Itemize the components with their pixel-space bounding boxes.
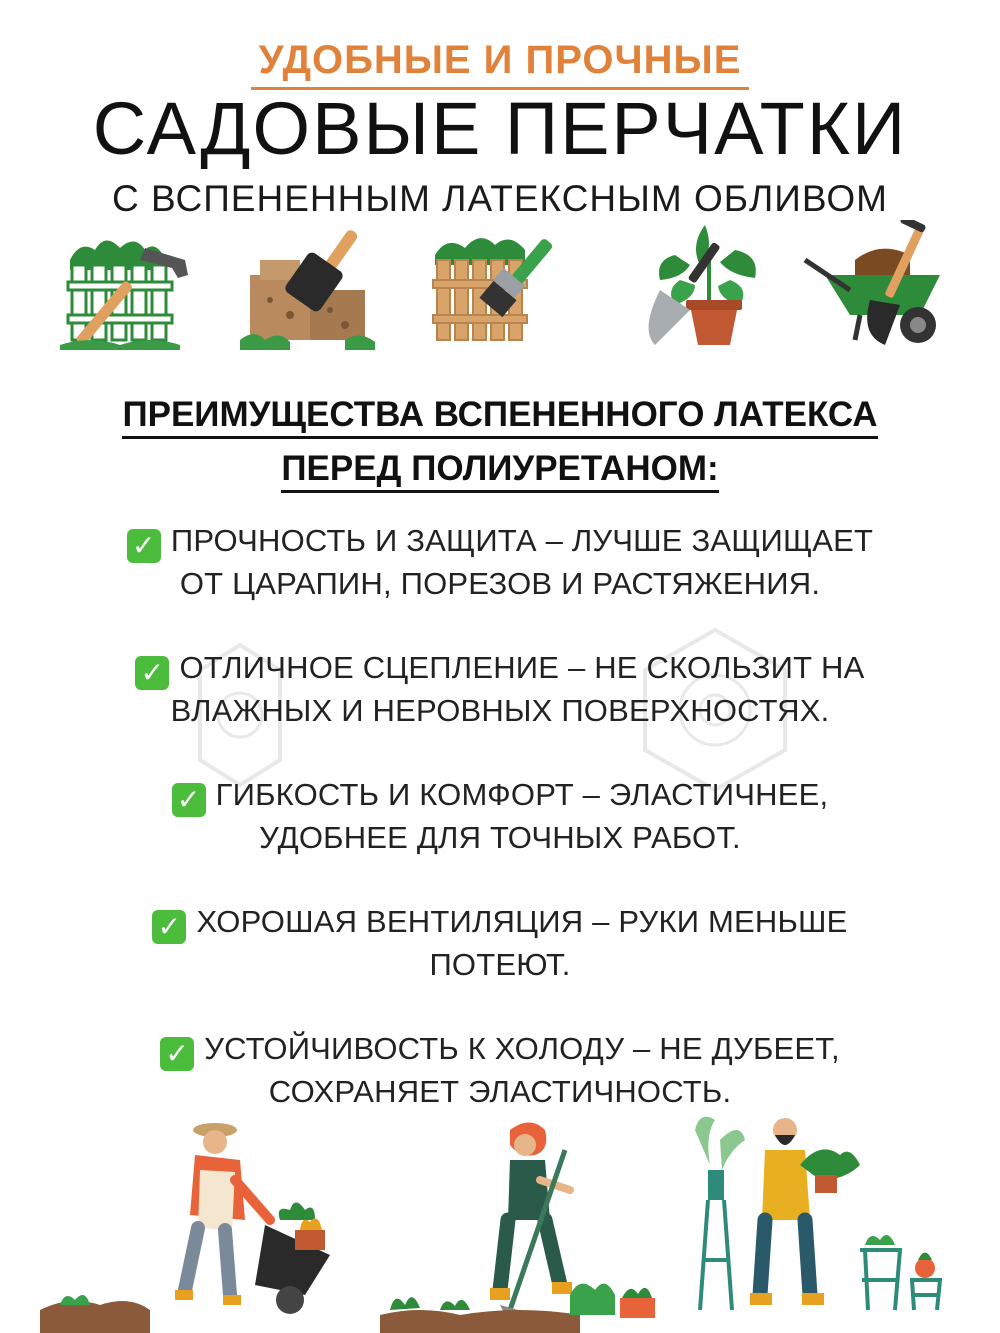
benefit-line-2: ОТ ЦАРАПИН, ПОРЕЗОВ И РАСТЯЖЕНИЯ.: [179, 566, 821, 601]
check-icon: ✓: [172, 783, 206, 817]
benefit-item-grip: [60, 647, 940, 732]
benefit-item-strength: [60, 520, 940, 605]
gardener-wheelbarrow-figure: [175, 1123, 330, 1314]
check-icon: ✓: [152, 910, 186, 944]
heading-line-1: ПРЕИМУЩЕСТВА ВСПЕНЕННОГО ЛАТЕКСА: [122, 395, 877, 439]
benefit-item-cold-resistance: [60, 1028, 940, 1113]
kicker-line: [0, 38, 1000, 90]
check-icon: ✓: [135, 656, 169, 690]
benefits-heading: [0, 388, 1000, 496]
gardeners-illustration: [40, 1110, 960, 1333]
benefit-item-flexibility: [60, 774, 940, 859]
benefit-line-1: ХОРОШАЯ ВЕНТИЛЯЦИЯ – РУКИ МЕНЬШЕ: [196, 904, 848, 939]
check-icon: ✓: [127, 529, 161, 563]
page-title: САДОВЫЕ ПЕРЧАТКИ: [92, 87, 908, 170]
benefit-line-1: ГИБКОСТЬ И КОМФОРТ – ЭЛАСТИЧНЕЕ,: [215, 777, 829, 812]
benefit-line-2: ПОТЕЮТ.: [429, 947, 571, 982]
tools-row: [60, 220, 950, 350]
fence-hammer-icon: [60, 220, 210, 350]
benefit-line-2: ВЛАЖНЫХ И НЕРОВНЫХ ПОВЕРХНОСТЯХ.: [170, 693, 830, 728]
benefit-line-1: УСТОЙЧИВОСТЬ К ХОЛОДУ – НЕ ДУБЕЕТ,: [204, 1031, 840, 1066]
heading-line-2: ПЕРЕД ПОЛИУРЕТАНОМ:: [281, 449, 718, 493]
benefit-line-1: ПРОЧНОСТЬ И ЗАЩИТА – ЛУЧШЕ ЗАЩИЩАЕТ: [170, 523, 874, 558]
benefit-line-2: СОХРАНЯЕТ ЭЛАСТИЧНОСТЬ.: [268, 1074, 732, 1109]
plant-trowel-icon: [620, 220, 770, 350]
benefit-item-ventilation: [60, 901, 940, 986]
check-icon: ✓: [160, 1037, 194, 1071]
benefits-list: [60, 520, 940, 1155]
kicker-text: УДОБНЫЕ И ПРОЧНЫЕ: [251, 38, 750, 90]
benefit-line-2: УДОБНЕЕ ДЛЯ ТОЧНЫХ РАБОТ.: [259, 820, 741, 855]
brick-mallet-icon: [235, 220, 385, 350]
benefit-line-1: ОТЛИЧНОЕ СЦЕПЛЕНИЕ – НЕ СКОЛЬЗИТ НА: [179, 650, 865, 685]
gardener-plant-figure: [695, 1117, 940, 1310]
gardener-digging-figure: [490, 1123, 572, 1326]
page-subtitle: С ВСПЕНЕННЫМ ЛАТЕКСНЫМ ОБЛИВОМ: [112, 178, 888, 219]
fence-brush-icon: [425, 220, 575, 350]
wheelbarrow-shovel-icon: [800, 220, 950, 350]
